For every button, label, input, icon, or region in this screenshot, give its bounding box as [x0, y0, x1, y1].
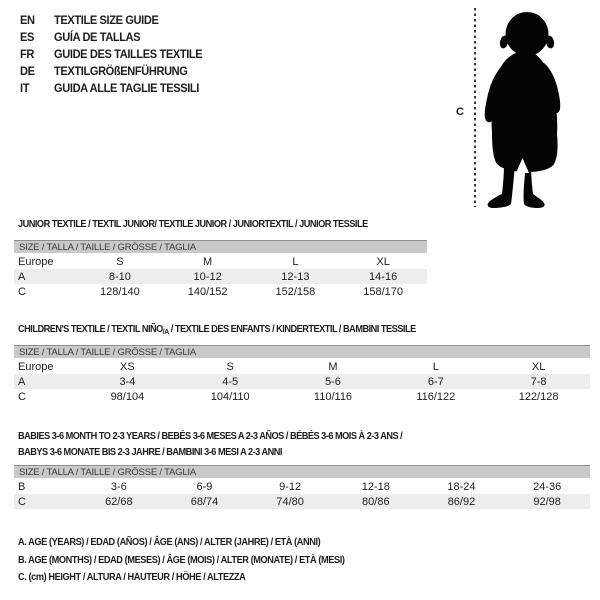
table-row — [14, 494, 590, 509]
junior-size-table — [14, 254, 427, 299]
children-section-title — [18, 322, 416, 340]
row-label-cell: B — [18, 480, 26, 493]
value-cell: 140/152 — [187, 285, 228, 298]
value-cell: 80/86 — [362, 495, 390, 508]
row-label-cell: C — [18, 390, 26, 403]
language-title-block — [20, 12, 218, 97]
lang-label: GUÍA DE TALLAS — [54, 30, 141, 44]
value-cell: 3-4 — [119, 375, 136, 388]
footnote-b: B. AGE (MONTHS) / EDAD (MESES) / ÂGE (MOIS) / ALTER (MONATE) / ETÀ (MESI) — [18, 554, 345, 566]
value-cell: M — [328, 360, 338, 373]
lang-label: TEXTILGRÖßENFÜHRUNG — [54, 64, 188, 78]
row-label-cell: A — [18, 375, 26, 388]
value-cell: 3-6 — [110, 480, 127, 493]
value-cell: 6-9 — [196, 480, 213, 493]
value-cell: S — [226, 360, 234, 373]
value-cell: 12-13 — [281, 270, 310, 283]
value-cell: 74/80 — [276, 495, 304, 508]
value-cell: 152/158 — [275, 285, 316, 298]
value-cell: S — [116, 255, 124, 268]
row-label-cell: C — [18, 495, 26, 508]
babies-size-table — [14, 479, 590, 509]
value-cell: L — [432, 360, 439, 373]
lang-row-de — [20, 63, 202, 80]
value-cell: 24-36 — [533, 480, 562, 493]
footnote-c: C. (cm) HEIGHT / ALTURA / HAUTEUR / HÖHE / ALTEZZA — [18, 572, 246, 583]
height-measure-label: C — [456, 106, 464, 118]
value-cell: 116/122 — [416, 390, 456, 403]
value-cell: XS — [120, 360, 135, 373]
lang-code: IT — [20, 81, 30, 95]
value-cell: 4-5 — [222, 375, 239, 388]
value-cell: XL — [376, 255, 390, 268]
babies-title-line2: BABYS 3-6 MONATE BIS 2-3 JAHRE / BAMBINI 3-6 MESI A 2-3 ANNI — [18, 447, 282, 458]
baby-silhouette — [478, 8, 568, 208]
value-cell: XL — [531, 360, 546, 373]
lang-row-en — [20, 12, 202, 29]
value-cell: 14-16 — [369, 270, 398, 283]
babies-size-header-bar: SIZE / TALLA / TAILLE / GRÖSSE / TAGLIA — [14, 465, 590, 478]
value-cell: 110/116 — [313, 390, 353, 403]
footnote-a: A. AGE (YEARS) / EDAD (AÑOS) / ÂGE (ANS) / ALTER (JAHRE) / ETÀ (ANNI) — [18, 537, 321, 548]
value-cell: 9-12 — [279, 480, 302, 493]
value-cell: 62/68 — [105, 495, 133, 508]
value-cell: 92/98 — [533, 495, 561, 508]
value-cell: M — [203, 255, 213, 268]
footnotes-block — [18, 534, 373, 587]
table-row — [14, 359, 590, 374]
lang-code: ES — [20, 30, 35, 44]
lang-code: FR — [20, 47, 34, 61]
children-size-table — [14, 359, 590, 404]
children-title-post: / TEXTILE DES ENFANTS / KINDERTEXTIL / BAMBINI TESSILE — [168, 324, 416, 335]
value-cell: 18-24 — [447, 480, 476, 493]
table-row — [14, 479, 590, 494]
table-row — [14, 269, 427, 284]
value-cell: 7-8 — [530, 375, 547, 388]
value-cell: 6-7 — [427, 375, 444, 388]
value-cell: 104/110 — [210, 390, 250, 403]
row-label-cell: A — [18, 270, 26, 283]
lang-label: TEXTILE SIZE GUIDE — [54, 13, 159, 27]
row-label-cell: Europe — [18, 255, 54, 268]
lang-row-fr — [20, 46, 202, 63]
value-cell: 68/74 — [190, 495, 219, 508]
baby-left-leg — [488, 164, 515, 208]
value-cell: 12-18 — [361, 480, 390, 493]
value-cell: 10-12 — [193, 270, 222, 283]
lang-code: DE — [20, 64, 35, 78]
table-row — [14, 284, 427, 299]
value-cell: L — [292, 255, 299, 268]
table-row — [14, 374, 590, 389]
table-row — [14, 254, 427, 269]
lang-row-it — [20, 80, 202, 97]
value-cell: 5-6 — [325, 375, 341, 388]
lang-label: GUIDA ALLE TAGLIE TESSILI — [54, 81, 199, 95]
lang-code: EN — [20, 13, 35, 27]
value-cell: 158/170 — [363, 285, 403, 298]
row-label-cell: C — [18, 285, 26, 298]
babies-title-line1: BABIES 3-6 MONTH TO 2-3 YEARS / BEBÉS 3-6 MESES A 2-3 AÑOS / BÉBÉS 3-6 MOIS À 2-3 ANS / — [18, 431, 403, 442]
value-cell: 8-10 — [108, 270, 131, 283]
value-cell: 86/92 — [447, 495, 476, 508]
children-title-subscript: /A — [162, 327, 169, 336]
height-measure-dotted-line — [474, 8, 476, 207]
baby-head — [506, 12, 549, 56]
value-cell: 122/128 — [518, 390, 559, 403]
children-size-header-bar: SIZE / TALLA / TAILLE / GRÖSSE / TAGLIA — [14, 345, 590, 358]
table-row — [14, 389, 590, 404]
babies-section-title — [18, 429, 436, 461]
lang-label: GUIDE DES TAILLES TEXTILE — [54, 47, 203, 61]
children-title-pre: CHILDREN'S TEXTILE / TEXTIL NIÑO — [18, 324, 163, 335]
value-cell: 128/140 — [99, 285, 140, 298]
lang-row-es — [20, 29, 202, 46]
value-cell: 98/104 — [110, 390, 145, 403]
row-label-cell: Europe — [18, 360, 54, 373]
junior-section-title: JUNIOR TEXTILE / TEXTIL JUNIOR/ TEXTILE JUNIOR / JUNIORTEXTIL / JUNIOR TESSILE — [18, 219, 368, 230]
junior-size-header-bar: SIZE / TALLA / TAILLE / GRÖSSE / TAGLIA — [14, 240, 427, 253]
